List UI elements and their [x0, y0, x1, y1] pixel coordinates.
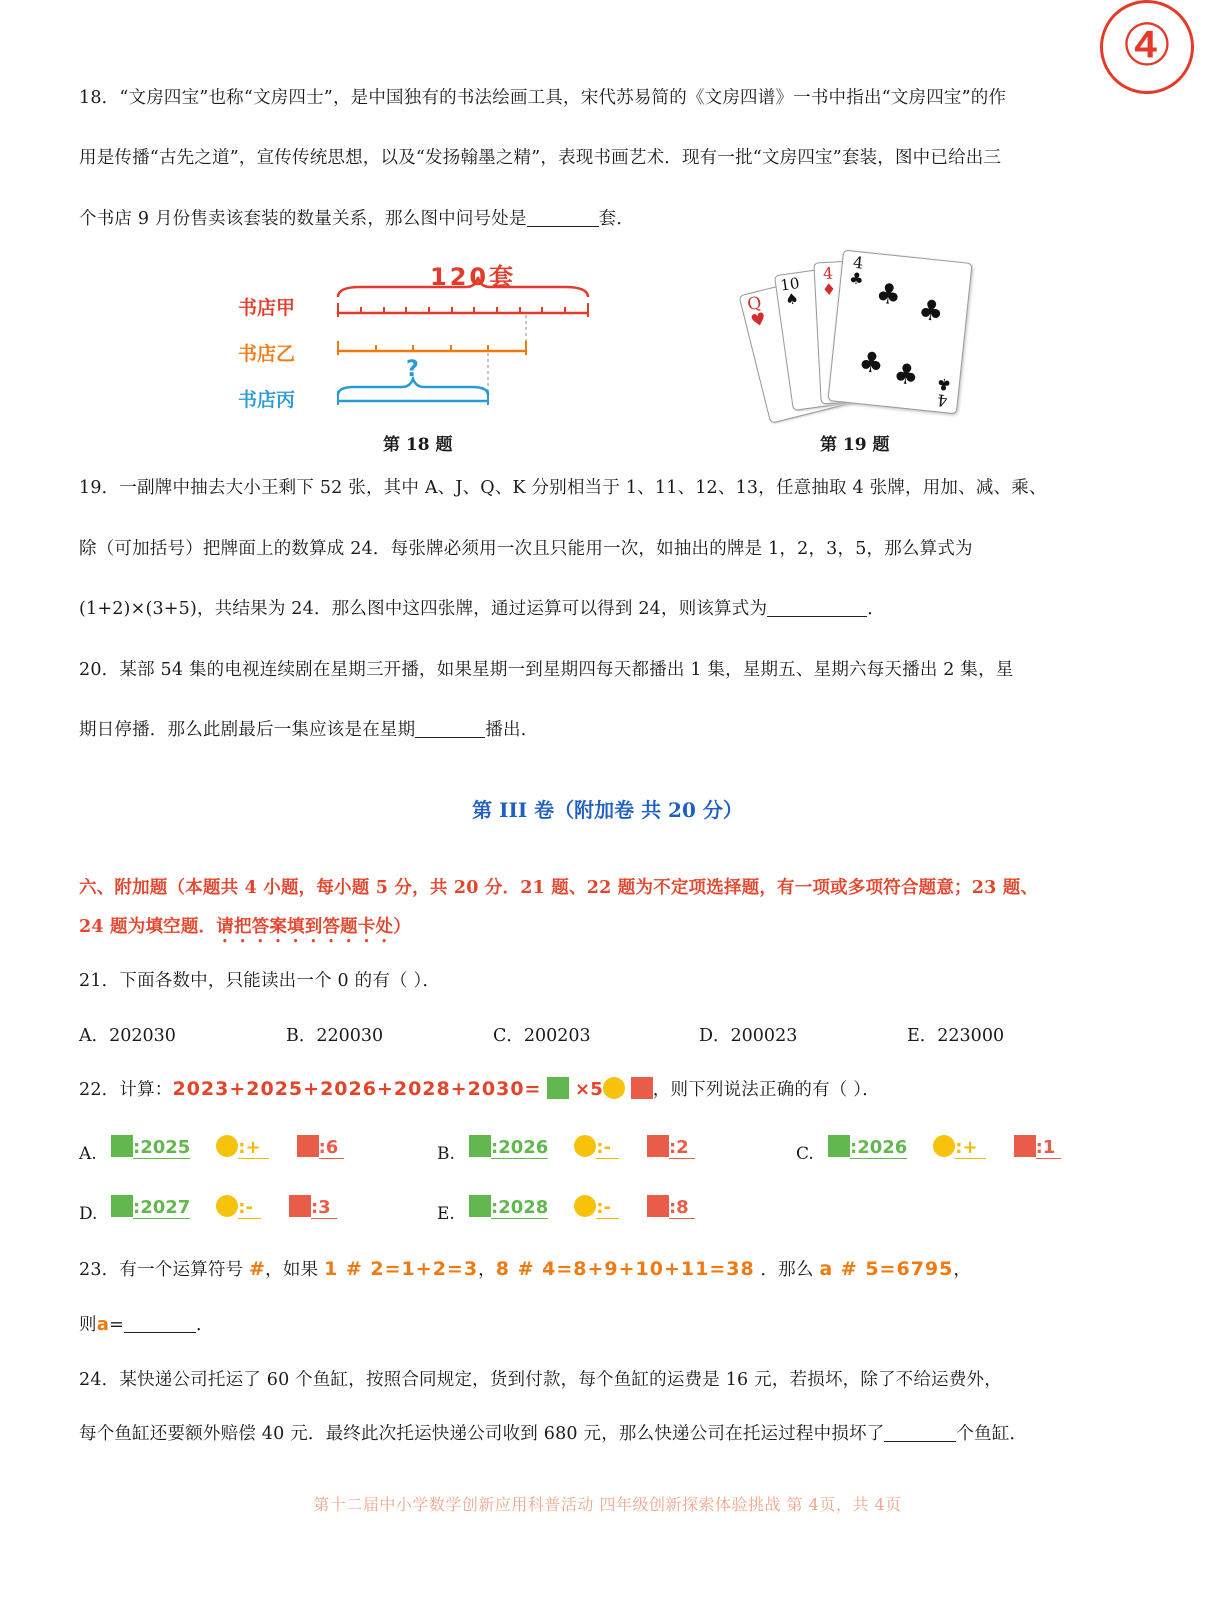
- option-circle-value: :-: [596, 1197, 619, 1219]
- yellow-circle-icon: [216, 1135, 238, 1157]
- red-square-icon: [647, 1135, 669, 1157]
- option-circle-value: :+: [955, 1137, 985, 1159]
- q18-total-label: 120套: [430, 263, 517, 291]
- q18-line3-text: 个书店 9 月份售卖该套装的数量关系，那么图中问号处是: [79, 209, 527, 229]
- q18-line2: 用是传播“古先之道”，宣传传统思想，以及“发扬翰墨之精”，表现书画艺术．现有一批“文房四宝”套装，图中已给出三: [79, 148, 1002, 168]
- store-c-label: 书店丙: [238, 389, 296, 411]
- section3-instr-line1: 六、附加题（本题共 4 小题，每小题 5 分，共 20 分．21 题、22 题为不定项选择题，有一项或多项符合题意；23 题、: [79, 878, 1039, 898]
- red-square-icon: [647, 1195, 669, 1217]
- card-2-corner: [779, 276, 802, 308]
- option-square-value: :2028: [491, 1197, 549, 1218]
- q22-option-e[interactable]: [437, 1195, 695, 1224]
- club-pip-icon: ♣: [874, 276, 903, 312]
- option-remainder-value: :6: [319, 1137, 345, 1159]
- store-b-label: 书店乙: [238, 343, 296, 365]
- club-pip-icon: ♣: [891, 356, 921, 393]
- card-4-rank: 4: [852, 252, 865, 273]
- option-letter: B．: [286, 1026, 317, 1046]
- q22-option-d[interactable]: [79, 1195, 337, 1224]
- instr-text: 24 题为填空题．: [79, 917, 217, 937]
- yellow-circle-icon: [603, 1077, 625, 1099]
- q24-line2: [79, 1420, 1027, 1445]
- q22-suffix: ，则下列说法正确的有（ ）．: [652, 1080, 880, 1100]
- green-square-icon: [828, 1135, 850, 1157]
- card-2-rank: 10: [779, 274, 801, 295]
- club-icon: ♣: [935, 374, 952, 395]
- card-4-rank-bottom: 4: [935, 390, 948, 411]
- q23-text: ．那么: [760, 1260, 814, 1280]
- q18-caption: 第 18 题: [383, 435, 453, 455]
- q19-line2: 除（可加括号）把牌面上的数算成 24．每张牌必须用一次且只能用一次，如抽出的牌是 1，2，3，5，那么算式为: [79, 539, 973, 559]
- q18-line1: 18．“文房四宝”也称“文房四士”，是中国独有的书法绘画工具，宋代苏易简的《文房四谱》一书中指出“文房四宝”的作: [79, 88, 1007, 108]
- option-value: 223000: [937, 1026, 1005, 1046]
- yellow-circle-icon: [574, 1135, 596, 1157]
- club-pip-icon: ♣: [856, 344, 886, 381]
- card-3-corner: [821, 263, 837, 300]
- q23-example-2: 8 # 4=8+9+10+11=38: [495, 1258, 755, 1280]
- q19-line1: 19．一副牌中抽去大小王剩下 52 张，其中 A、J、Q、K 分别相当于 1、11、12、13，任意抽取 4 张牌，用加、减、乘、: [79, 478, 1047, 498]
- card-1-rank: Q: [745, 292, 764, 316]
- yellow-circle-icon: [216, 1195, 238, 1217]
- green-square-icon: [111, 1135, 133, 1157]
- option-remainder-value: :8: [669, 1197, 695, 1219]
- q22-prefix: 22．计算：: [79, 1080, 173, 1100]
- option-value: 200023: [730, 1026, 798, 1046]
- club-pip-icon: ♣: [916, 292, 946, 329]
- spade-icon: ♠: [784, 289, 800, 309]
- green-square-icon: [469, 1195, 491, 1217]
- q21-option-b[interactable]: [286, 1022, 383, 1047]
- yellow-circle-icon: [933, 1135, 955, 1157]
- green-square-icon: [547, 1077, 569, 1099]
- instr-emphasis: 请把答案填到答题卡处: [216, 917, 394, 937]
- club-icon: ♣: [848, 268, 865, 289]
- q20-answer-blank: [415, 719, 485, 738]
- option-square-value: :2026: [491, 1137, 549, 1158]
- q18-figure: [230, 255, 610, 415]
- q23-variable: a: [96, 1314, 110, 1335]
- option-square-value: :2027: [133, 1197, 191, 1218]
- option-letter: C.: [796, 1144, 814, 1164]
- option-value: 200203: [523, 1026, 591, 1046]
- option-letter: D．: [699, 1026, 731, 1046]
- q21-option-a[interactable]: [79, 1022, 176, 1047]
- option-value: 202030: [109, 1026, 176, 1046]
- q23-text: ，如果: [265, 1260, 319, 1280]
- q20-line2-end: 播出．: [485, 720, 539, 740]
- q20-line2: [79, 716, 538, 741]
- q19-caption: 第 19 题: [820, 435, 890, 455]
- option-square-value: :2026: [850, 1137, 908, 1158]
- q22-option-c[interactable]: [796, 1135, 1061, 1164]
- q23-equals: =: [109, 1315, 124, 1335]
- option-letter: E．: [907, 1026, 938, 1046]
- q22-option-a[interactable]: [79, 1135, 344, 1164]
- green-square-icon: [111, 1195, 133, 1217]
- card-1-corner: [745, 294, 768, 331]
- q19-line3-end: ．: [867, 599, 885, 619]
- q18-line3-end: 套．: [598, 209, 635, 229]
- red-square-icon: [297, 1135, 319, 1157]
- q21-stem: 21．下面各数中，只能读出一个 0 的有（ ）．: [79, 971, 441, 991]
- store-a-label: 书店甲: [238, 297, 296, 319]
- q19-figure: [745, 252, 975, 422]
- option-square-value: :2025: [133, 1137, 191, 1158]
- page-number-badge: [1100, 0, 1194, 94]
- question-mark: ?: [406, 357, 419, 382]
- badge-text: ④: [1121, 11, 1173, 79]
- section3-instr-line2: [79, 913, 411, 947]
- q23-symbol: #: [249, 1258, 266, 1280]
- option-letter: E.: [437, 1204, 455, 1224]
- q23-answer-blank: [124, 1314, 196, 1333]
- q22-expression: 2023+2025+2026+2028+2030=: [172, 1078, 542, 1100]
- q20-line2-text: 期日停播．那么此剧最后一集应该是在星期: [79, 720, 416, 740]
- red-square-icon: [1014, 1135, 1036, 1157]
- red-square-icon: [289, 1195, 311, 1217]
- option-letter: A.: [79, 1144, 97, 1164]
- q22-option-b[interactable]: [437, 1135, 695, 1164]
- q23-line2: [79, 1311, 214, 1336]
- card-3-rank: 4: [822, 263, 834, 284]
- q22-times: ×5: [575, 1079, 604, 1100]
- instr-end: ）: [393, 917, 411, 937]
- option-value: 220030: [316, 1026, 384, 1046]
- q19-line3-text: (1+2)×(3+5)，共结果为 24．那么图中这四张牌，通过运算可以得到 24，则该算式为: [79, 599, 768, 619]
- option-letter: B.: [437, 1144, 455, 1164]
- q24-end: 个鱼缸．: [956, 1424, 1028, 1444]
- q24-text: 每个鱼缸还要额外赔偿 40 元．最终此次托运快递公司收到 680 元，那么快递公司在托运过程中损坏了: [79, 1424, 885, 1444]
- option-letter: A．: [79, 1026, 110, 1046]
- q23-example-3: a # 5=6795: [819, 1258, 954, 1280]
- option-circle-value: :+: [238, 1137, 268, 1159]
- q19-answer-blank: [767, 598, 867, 617]
- option-letter: D.: [79, 1204, 98, 1224]
- card-4-corner: [848, 252, 866, 289]
- page-footer: 第十二届中小学数学创新应用科普活动 四年级创新探索体验挑战 第 4页，共 4页: [313, 1495, 902, 1514]
- green-square-icon: [469, 1135, 491, 1157]
- option-circle-value: :-: [238, 1197, 261, 1219]
- q24-answer-blank: [884, 1423, 956, 1442]
- q23-example-1: 1 # 2=1+2=3: [324, 1258, 479, 1280]
- q21-option-d[interactable]: [699, 1022, 797, 1047]
- option-remainder-value: :1: [1036, 1137, 1062, 1159]
- q23-line1: [79, 1256, 971, 1281]
- heart-icon: ♥: [748, 308, 769, 333]
- q23-comma: ，: [478, 1260, 496, 1280]
- section3-title: 第 III 卷（附加卷 共 20 分）: [472, 798, 743, 822]
- red-square-icon: [631, 1077, 653, 1099]
- diamond-icon: ♦: [821, 279, 837, 300]
- q24-line1: 24．某快递公司托运了 60 个鱼缸，按照合同规定，货到付款，每个鱼缸的运费是 16 元，若损坏，除了不给运费外，: [79, 1370, 1002, 1390]
- q23-text: 23．有一个运算符号: [79, 1260, 244, 1280]
- q22-options: [79, 1135, 1139, 1235]
- q21-option-e[interactable]: [907, 1022, 1004, 1047]
- q20-line1: 20．某部 54 集的电视连续剧在星期三开播，如果星期一到星期四每天都播出 1 集，星期五、星期六每天播出 2 集，星: [79, 660, 1014, 680]
- q21-option-c[interactable]: [493, 1022, 591, 1047]
- yellow-circle-icon: [574, 1195, 596, 1217]
- q19-line3: [79, 595, 885, 620]
- q18-answer-blank: [527, 208, 599, 227]
- q23-text: 则: [79, 1315, 97, 1335]
- q23-text: ，: [953, 1260, 972, 1280]
- q22-stem: [79, 1076, 880, 1101]
- option-letter: C．: [493, 1026, 524, 1046]
- option-circle-value: :-: [596, 1137, 619, 1159]
- q18-line3: [79, 205, 634, 230]
- card-4-corner-bottom: [934, 374, 952, 411]
- card-four-clubs: [827, 250, 972, 415]
- option-remainder-value: :2: [669, 1137, 695, 1159]
- option-remainder-value: :3: [311, 1197, 337, 1219]
- q23-end: ．: [195, 1315, 214, 1335]
